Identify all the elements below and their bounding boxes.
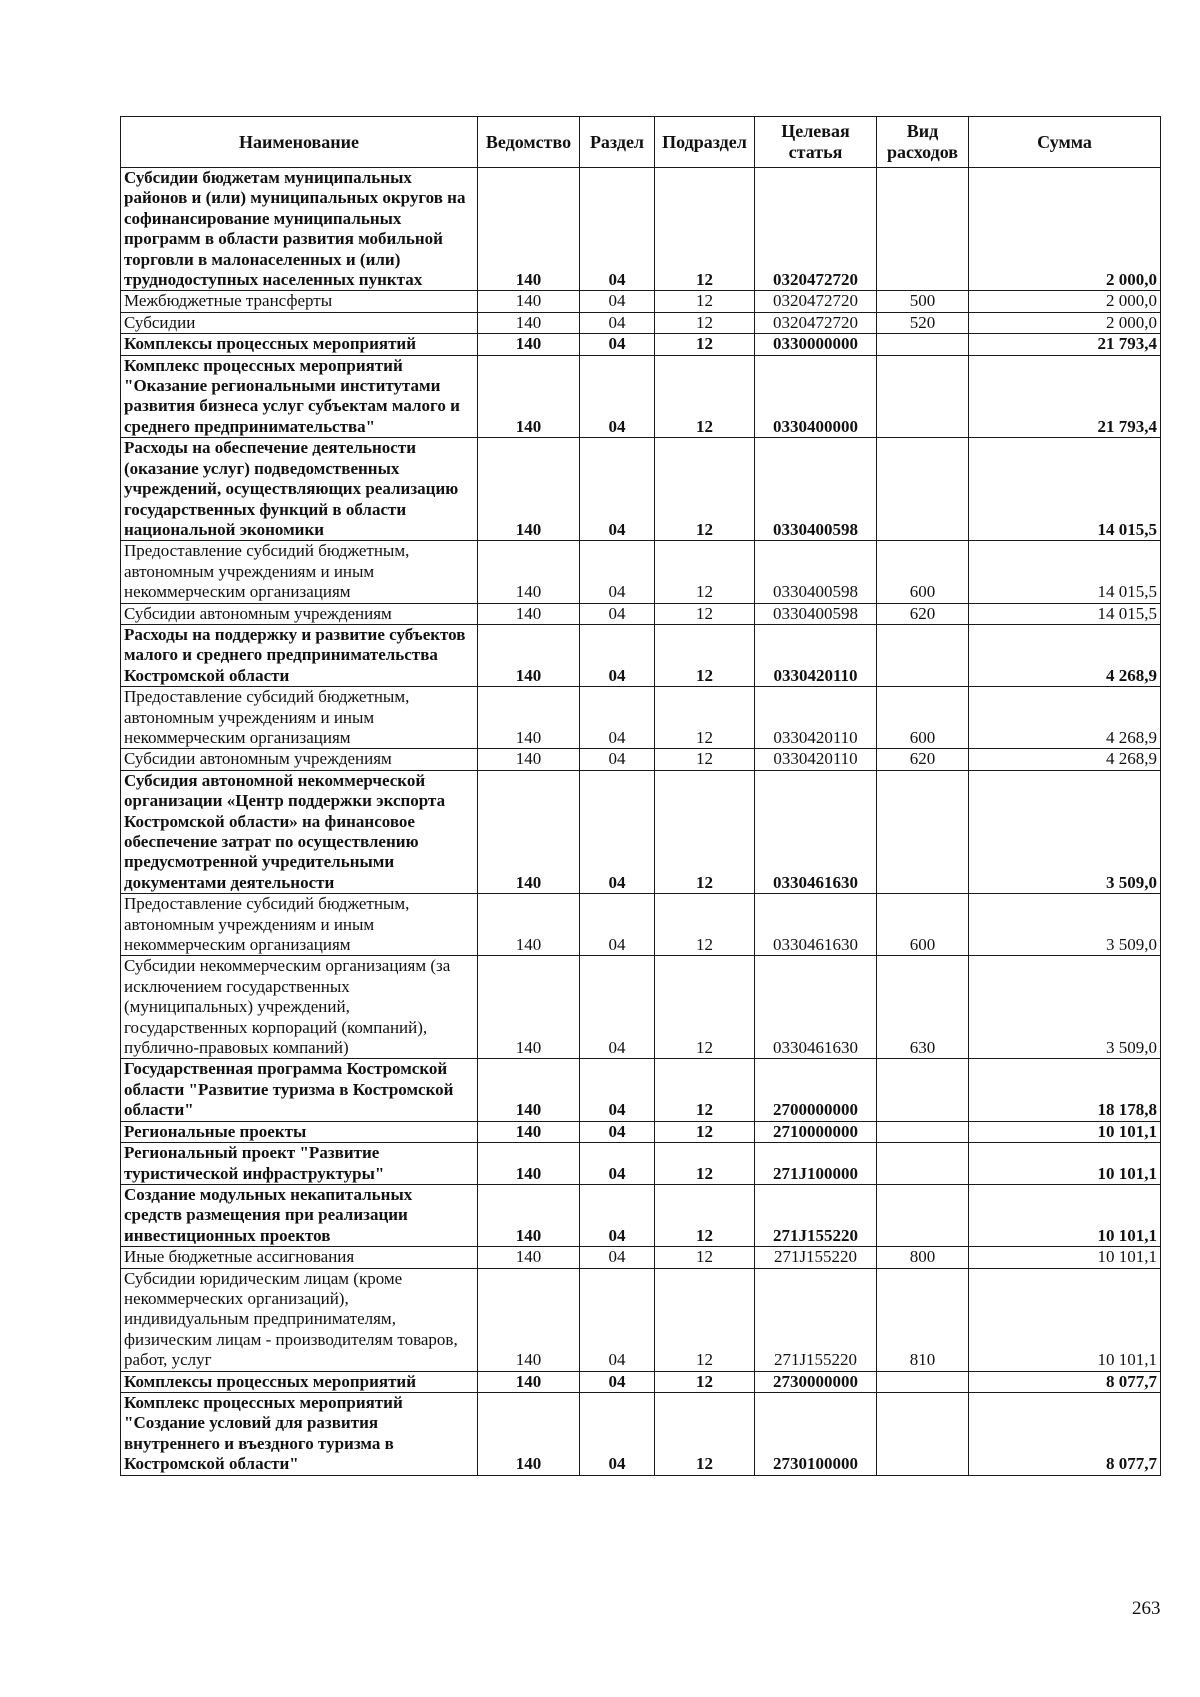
- cell-department: 140: [478, 687, 580, 749]
- cell-amount: 2 000,0: [969, 168, 1161, 291]
- cell-amount: 10 101,1: [969, 1268, 1161, 1371]
- cell-target-article: 271J155220: [755, 1184, 877, 1246]
- cell-name: Субсидии автономным учреждениям: [121, 749, 478, 770]
- cell-name: Комплексы процессных мероприятий: [121, 1371, 478, 1392]
- cell-expense-type: 600: [877, 687, 969, 749]
- cell-subsection: 12: [655, 894, 755, 956]
- cell-subsection: 12: [655, 291, 755, 312]
- cell-department: 140: [478, 291, 580, 312]
- table-row: [121, 1392, 1161, 1475]
- cell-department: 140: [478, 541, 580, 603]
- cell-department: 140: [478, 1268, 580, 1371]
- cell-name: Предоставление субсидий бюджетным, автономным учреждениям и иным некоммерческим организациям: [121, 894, 478, 956]
- header-subsection: Подраздел: [655, 117, 755, 168]
- cell-expense-type: [877, 1143, 969, 1185]
- cell-name: Предоставление субсидий бюджетным, автономным учреждениям и иным некоммерческим организациям: [121, 687, 478, 749]
- budget-table: [120, 116, 1161, 1476]
- cell-department: 140: [478, 624, 580, 686]
- table-row: [121, 168, 1161, 291]
- cell-section: 04: [580, 624, 655, 686]
- cell-expense-type: [877, 770, 969, 893]
- cell-department: 140: [478, 1143, 580, 1185]
- table-row: [121, 1121, 1161, 1142]
- cell-expense-type: [877, 355, 969, 438]
- cell-department: 140: [478, 603, 580, 624]
- cell-name: Предоставление субсидий бюджетным, автономным учреждениям и иным некоммерческим организациям: [121, 541, 478, 603]
- cell-target-article: 0330420110: [755, 749, 877, 770]
- cell-expense-type: 800: [877, 1247, 969, 1268]
- table-row: [121, 1059, 1161, 1121]
- table-row: [121, 541, 1161, 603]
- table-header-row: [121, 117, 1161, 168]
- table-row: [121, 291, 1161, 312]
- cell-name: Субсидии бюджетам муниципальных районов и (или) муниципальных округов на софинансирование муниципальных программ в области развития мобильной торговли в малонаселенных и (или) труднодоступных населенных пунктах: [121, 168, 478, 291]
- cell-subsection: 12: [655, 687, 755, 749]
- cell-section: 04: [580, 603, 655, 624]
- cell-section: 04: [580, 1392, 655, 1475]
- cell-section: 04: [580, 1121, 655, 1142]
- cell-target-article: 0320472720: [755, 312, 877, 333]
- cell-department: 140: [478, 1392, 580, 1475]
- table-row: [121, 687, 1161, 749]
- cell-target-article: 0330461630: [755, 770, 877, 893]
- cell-amount: 3 509,0: [969, 770, 1161, 893]
- cell-expense-type: 500: [877, 291, 969, 312]
- cell-target-article: 271J155220: [755, 1247, 877, 1268]
- cell-section: 04: [580, 541, 655, 603]
- cell-expense-type: [877, 438, 969, 541]
- table-body: [121, 168, 1161, 1476]
- cell-amount: 3 509,0: [969, 894, 1161, 956]
- cell-section: 04: [580, 1371, 655, 1392]
- cell-amount: 8 077,7: [969, 1371, 1161, 1392]
- cell-amount: 21 793,4: [969, 334, 1161, 355]
- cell-subsection: 12: [655, 770, 755, 893]
- cell-subsection: 12: [655, 334, 755, 355]
- table-row: [121, 749, 1161, 770]
- cell-section: 04: [580, 956, 655, 1059]
- table-row: [121, 624, 1161, 686]
- cell-expense-type: [877, 1059, 969, 1121]
- cell-target-article: 0330400598: [755, 438, 877, 541]
- cell-subsection: 12: [655, 312, 755, 333]
- cell-expense-type: [877, 1121, 969, 1142]
- cell-section: 04: [580, 1059, 655, 1121]
- cell-expense-type: [877, 168, 969, 291]
- cell-amount: 3 509,0: [969, 956, 1161, 1059]
- header-amount: Сумма: [969, 117, 1161, 168]
- cell-subsection: 12: [655, 1143, 755, 1185]
- cell-expense-type: 620: [877, 603, 969, 624]
- cell-target-article: 2700000000: [755, 1059, 877, 1121]
- cell-amount: 2 000,0: [969, 312, 1161, 333]
- cell-amount: 10 101,1: [969, 1184, 1161, 1246]
- budget-sheet: [120, 116, 1160, 1476]
- cell-section: 04: [580, 687, 655, 749]
- cell-expense-type: 630: [877, 956, 969, 1059]
- cell-department: 140: [478, 956, 580, 1059]
- cell-expense-type: 520: [877, 312, 969, 333]
- page-number: 263: [1132, 1598, 1161, 1619]
- cell-amount: 10 101,1: [969, 1247, 1161, 1268]
- table-row: [121, 334, 1161, 355]
- header-target-article: Целевая статья: [755, 117, 877, 168]
- cell-target-article: 0330420110: [755, 624, 877, 686]
- cell-section: 04: [580, 1143, 655, 1185]
- cell-department: 140: [478, 770, 580, 893]
- table-row: [121, 770, 1161, 893]
- cell-amount: 8 077,7: [969, 1392, 1161, 1475]
- cell-department: 140: [478, 168, 580, 291]
- table-row: [121, 1143, 1161, 1185]
- cell-section: 04: [580, 334, 655, 355]
- cell-name: Расходы на обеспечение деятельности (оказание услуг) подведомственных учреждений, осуществляющих реализацию государственных функций в области национальной экономики: [121, 438, 478, 541]
- cell-amount: 10 101,1: [969, 1143, 1161, 1185]
- cell-amount: 4 268,9: [969, 624, 1161, 686]
- table-row: [121, 312, 1161, 333]
- cell-department: 140: [478, 1247, 580, 1268]
- cell-name: Субсидии: [121, 312, 478, 333]
- cell-target-article: 2710000000: [755, 1121, 877, 1142]
- table-row: [121, 1184, 1161, 1246]
- cell-subsection: 12: [655, 1184, 755, 1246]
- cell-name: Субсидии юридическим лицам (кроме некоммерческих организаций), индивидуальным предпринимателям, физическим лицам - производителям товаров, работ, услуг: [121, 1268, 478, 1371]
- cell-subsection: 12: [655, 1392, 755, 1475]
- cell-expense-type: 600: [877, 894, 969, 956]
- cell-section: 04: [580, 749, 655, 770]
- table-row: [121, 355, 1161, 438]
- cell-name: Субсидии некоммерческим организациям (за исключением государственных (муниципальных) учреждений, государственных корпораций (компаний), публично-правовых компаний): [121, 956, 478, 1059]
- cell-target-article: 0330461630: [755, 956, 877, 1059]
- cell-name: Региональный проект "Развитие туристической инфраструктуры": [121, 1143, 478, 1185]
- cell-department: 140: [478, 1121, 580, 1142]
- cell-expense-type: [877, 624, 969, 686]
- cell-name: Межбюджетные трансферты: [121, 291, 478, 312]
- cell-amount: 4 268,9: [969, 749, 1161, 770]
- cell-name: Расходы на поддержку и развитие субъектов малого и среднего предпринимательства Костромской области: [121, 624, 478, 686]
- cell-subsection: 12: [655, 1121, 755, 1142]
- cell-expense-type: [877, 334, 969, 355]
- cell-section: 04: [580, 894, 655, 956]
- cell-name: Субсидии автономным учреждениям: [121, 603, 478, 624]
- cell-expense-type: [877, 1371, 969, 1392]
- cell-target-article: 0330400598: [755, 603, 877, 624]
- cell-name: Иные бюджетные ассигнования: [121, 1247, 478, 1268]
- cell-target-article: 2730000000: [755, 1371, 877, 1392]
- cell-department: 140: [478, 438, 580, 541]
- cell-section: 04: [580, 1247, 655, 1268]
- cell-target-article: 0330400598: [755, 541, 877, 603]
- cell-expense-type: 600: [877, 541, 969, 603]
- table-row: [121, 1371, 1161, 1392]
- cell-target-article: 2730100000: [755, 1392, 877, 1475]
- cell-section: 04: [580, 1268, 655, 1371]
- cell-target-article: 0330420110: [755, 687, 877, 749]
- cell-department: 140: [478, 894, 580, 956]
- header-section: Раздел: [580, 117, 655, 168]
- cell-subsection: 12: [655, 1247, 755, 1268]
- header-department: Ведомство: [478, 117, 580, 168]
- cell-expense-type: 810: [877, 1268, 969, 1371]
- cell-expense-type: [877, 1184, 969, 1246]
- cell-department: 140: [478, 1059, 580, 1121]
- cell-amount: 4 268,9: [969, 687, 1161, 749]
- cell-department: 140: [478, 334, 580, 355]
- cell-subsection: 12: [655, 355, 755, 438]
- cell-section: 04: [580, 438, 655, 541]
- table-row: [121, 894, 1161, 956]
- cell-amount: 14 015,5: [969, 603, 1161, 624]
- cell-name: Субсидия автономной некоммерческой организации «Центр поддержки экспорта Костромской области» на финансовое обеспечение затрат по осуществлению предусмотренной учредительными документами деятельности: [121, 770, 478, 893]
- cell-expense-type: 620: [877, 749, 969, 770]
- cell-section: 04: [580, 312, 655, 333]
- cell-amount: 2 000,0: [969, 291, 1161, 312]
- cell-name: Государственная программа Костромской области "Развитие туризма в Костромской области": [121, 1059, 478, 1121]
- table-row: [121, 1268, 1161, 1371]
- cell-target-article: 271J155220: [755, 1268, 877, 1371]
- cell-target-article: 271J100000: [755, 1143, 877, 1185]
- cell-name: Комплекс процессных мероприятий "Создание условий для развития внутреннего и въездного туризма в Костромской области": [121, 1392, 478, 1475]
- cell-section: 04: [580, 355, 655, 438]
- cell-amount: 14 015,5: [969, 541, 1161, 603]
- cell-subsection: 12: [655, 603, 755, 624]
- cell-name: Региональные проекты: [121, 1121, 478, 1142]
- cell-section: 04: [580, 770, 655, 893]
- table-row: [121, 956, 1161, 1059]
- table-row: [121, 438, 1161, 541]
- cell-amount: 10 101,1: [969, 1121, 1161, 1142]
- cell-target-article: 0320472720: [755, 291, 877, 312]
- cell-subsection: 12: [655, 1059, 755, 1121]
- cell-target-article: 0320472720: [755, 168, 877, 291]
- cell-amount: 14 015,5: [969, 438, 1161, 541]
- cell-subsection: 12: [655, 624, 755, 686]
- cell-name: Комплекс процессных мероприятий "Оказание региональными институтами развития бизнеса услуг субъектам малого и среднего предпринимательства": [121, 355, 478, 438]
- cell-subsection: 12: [655, 438, 755, 541]
- cell-section: 04: [580, 168, 655, 291]
- cell-target-article: 0330400000: [755, 355, 877, 438]
- cell-expense-type: [877, 1392, 969, 1475]
- cell-department: 140: [478, 1184, 580, 1246]
- cell-subsection: 12: [655, 1268, 755, 1371]
- cell-target-article: 0330461630: [755, 894, 877, 956]
- cell-subsection: 12: [655, 168, 755, 291]
- cell-name: Комплексы процессных мероприятий: [121, 334, 478, 355]
- cell-target-article: 0330000000: [755, 334, 877, 355]
- cell-department: 140: [478, 1371, 580, 1392]
- header-name: Наименование: [121, 117, 478, 168]
- cell-subsection: 12: [655, 541, 755, 603]
- cell-subsection: 12: [655, 956, 755, 1059]
- cell-subsection: 12: [655, 1371, 755, 1392]
- table-row: [121, 1247, 1161, 1268]
- cell-section: 04: [580, 1184, 655, 1246]
- cell-amount: 21 793,4: [969, 355, 1161, 438]
- table-row: [121, 603, 1161, 624]
- cell-amount: 18 178,8: [969, 1059, 1161, 1121]
- cell-department: 140: [478, 355, 580, 438]
- cell-department: 140: [478, 312, 580, 333]
- header-expense-type: Вид расходов: [877, 117, 969, 168]
- cell-section: 04: [580, 291, 655, 312]
- cell-name: Создание модульных некапитальных средств размещения при реализации инвестиционных проектов: [121, 1184, 478, 1246]
- cell-department: 140: [478, 749, 580, 770]
- cell-subsection: 12: [655, 749, 755, 770]
